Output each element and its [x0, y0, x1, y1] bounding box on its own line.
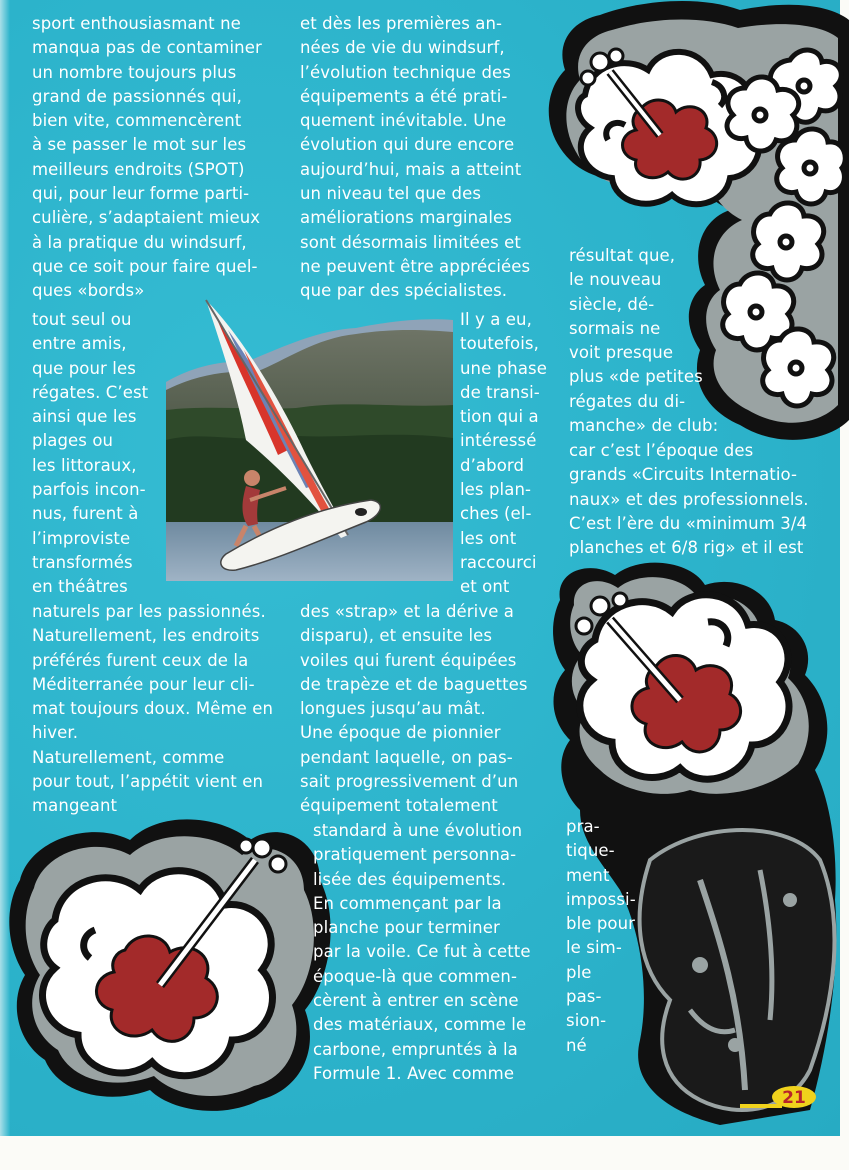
article-column-2 [300, 12, 530, 304]
text-line: préférés furent ceux de la [32, 650, 249, 670]
text-line: meilleurs endroits (SPOT) [32, 159, 245, 179]
text-line: grand de passionnés qui, [32, 86, 242, 106]
text-line: manqua pas de contaminer [32, 38, 262, 58]
text-line: Méditerranée pour leur cli- [32, 674, 255, 694]
text-line: sait progressivement d’un [300, 772, 519, 792]
text-line: entre amis, [32, 334, 127, 354]
text-line: pour tout, l’appétit vient en [32, 772, 264, 792]
text-line: ment [566, 865, 610, 885]
article-column-2-bottom [313, 819, 531, 1086]
text-line: un niveau tel que des [300, 184, 482, 204]
text-line: et ont [460, 577, 510, 597]
text-line: équipements a été prati- [300, 86, 508, 106]
text-line: une phase [460, 358, 548, 378]
text-line: plages ou [32, 431, 114, 451]
text-line: voiles qui furent équipées [300, 650, 517, 670]
text-line: l’improviste [32, 528, 131, 548]
text-line: planches et 6/8 rig» et il est [569, 538, 804, 558]
page-number-badge [771, 1085, 817, 1109]
text-line: naux» et des professionnels. [569, 489, 809, 509]
text-line: les littoraux, [32, 455, 137, 475]
text-line: naturels par les passionnés. [32, 602, 266, 621]
text-line: car c’est l’époque des [569, 441, 754, 460]
text-line: que par des spécialistes. [300, 281, 508, 301]
article-column-2-continued [300, 600, 528, 819]
text-line: ches (el- [460, 504, 532, 524]
text-line: les plan- [460, 480, 532, 500]
page-number: 21 [782, 1088, 806, 1108]
text-line: évolution qui dure encore [300, 135, 515, 155]
text-line: Une époque de pionnier [300, 723, 501, 743]
text-line: impossi- [566, 889, 636, 909]
text-line: bien vite, commencèrent [32, 111, 242, 131]
text-line: grands «Circuits Internatio- [569, 465, 798, 485]
text-line: carbone, empruntés à la [313, 1039, 518, 1059]
text-line: aujourd’hui, mais a atteint [300, 159, 522, 179]
text-line: disparu), et ensuite les [300, 626, 493, 646]
text-line: de trapèze et de baguettes [300, 674, 528, 694]
text-line: culière, s’adaptaient mieux [32, 208, 261, 228]
article-column-3-wide [569, 439, 809, 560]
text-line: un nombre toujours plus [32, 62, 237, 82]
text-line: le sim- [566, 938, 622, 958]
text-line: et dès les premières an- [300, 14, 503, 33]
text-line: ble pour [566, 914, 636, 934]
text-line: C’est l’ère du «minimum 3/4 [569, 513, 808, 533]
text-line: tique- [566, 841, 615, 861]
text-line: ainsi que les [32, 407, 137, 427]
text-line: manche» de club: [569, 416, 719, 436]
text-line: pendant laquelle, on pas- [300, 747, 513, 767]
text-line: Formule 1. Avec comme [313, 1063, 515, 1083]
text-line: en théâtres [32, 577, 128, 597]
text-line: à se passer le mot sur les [32, 135, 247, 155]
article-column-1 [32, 12, 262, 304]
text-line: époque-là que commen- [313, 966, 517, 986]
windsurfer-photo [166, 290, 453, 581]
article-column-1-wrap [32, 308, 148, 600]
text-line: intéressé [460, 431, 537, 451]
article-column-3 [569, 244, 718, 438]
text-line: lisée des équipements. [313, 869, 507, 889]
article-column-1-continued [32, 600, 273, 819]
text-line: hiver. [32, 723, 79, 743]
text-line: des «strap» et la dérive a [300, 602, 515, 621]
text-line: à la pratique du windsurf, [32, 232, 247, 252]
text-line: parfois incon- [32, 480, 146, 500]
text-line: améliorations marginales [300, 208, 512, 228]
text-line: sion- [566, 1011, 607, 1031]
text-line: mat toujours doux. Même en [32, 699, 274, 719]
text-line: né [566, 1035, 587, 1055]
text-line: ne peuvent être appréciées [300, 256, 531, 276]
text-line: pratiquement personna- [313, 845, 517, 865]
text-line: le nouveau [569, 270, 662, 290]
text-line: ple [566, 962, 592, 982]
article-column-3-bottom [566, 815, 636, 1058]
text-line: pra- [566, 817, 600, 836]
text-line: pas- [566, 987, 602, 1007]
text-line: toutefois, [460, 334, 539, 354]
text-line: transformés [32, 552, 133, 572]
text-line: par la voile. Ce fut à cette [313, 942, 531, 962]
text-line: quement inévitable. Une [300, 111, 507, 131]
text-line: ques «bords» [32, 281, 145, 301]
text-line: l’évolution technique des [300, 62, 511, 82]
text-line: raccourci [460, 552, 537, 572]
text-line: plus «de petites [569, 367, 703, 387]
text-line: régates du di- [569, 391, 686, 411]
text-line: Naturellement, comme [32, 747, 225, 767]
text-line: tion qui a [460, 407, 539, 427]
text-line: que ce soit pour faire quel- [32, 256, 258, 276]
text-line: résultat que, [569, 246, 676, 265]
text-line: régates. C’est [32, 382, 149, 402]
text-line: planche pour terminer [313, 918, 500, 938]
text-line: que pour les [32, 358, 136, 378]
text-line: voit presque [569, 343, 674, 363]
text-line: cèrent à entrer en scène [313, 991, 519, 1011]
text-line: tout seul ou [32, 310, 132, 329]
text-line: sont désormais limitées et [300, 232, 521, 252]
text-line: qui, pour leur forme parti- [32, 184, 250, 204]
text-line: de transi- [460, 382, 540, 402]
text-line: longues jusqu’au mât. [300, 699, 486, 719]
text-line: équipement totalement [300, 796, 498, 816]
text-line: nées de vie du windsurf, [300, 38, 505, 58]
text-line: mangeant [32, 796, 118, 816]
text-line: Il y a eu, [460, 310, 532, 329]
text-line: En commençant par la [313, 893, 502, 913]
article-column-2-wrap [460, 308, 547, 600]
text-line: des matériaux, comme le [313, 1015, 527, 1035]
text-line: Naturellement, les endroits [32, 626, 260, 646]
text-line: les ont [460, 528, 517, 548]
text-line: sormais ne [569, 318, 661, 338]
text-line: siècle, dé- [569, 294, 655, 314]
text-line: d’abord [460, 455, 525, 475]
text-line: sport enthousiasmant ne [32, 14, 241, 33]
text-line: standard à une évolution [313, 821, 523, 840]
text-line: nus, furent à [32, 504, 139, 524]
